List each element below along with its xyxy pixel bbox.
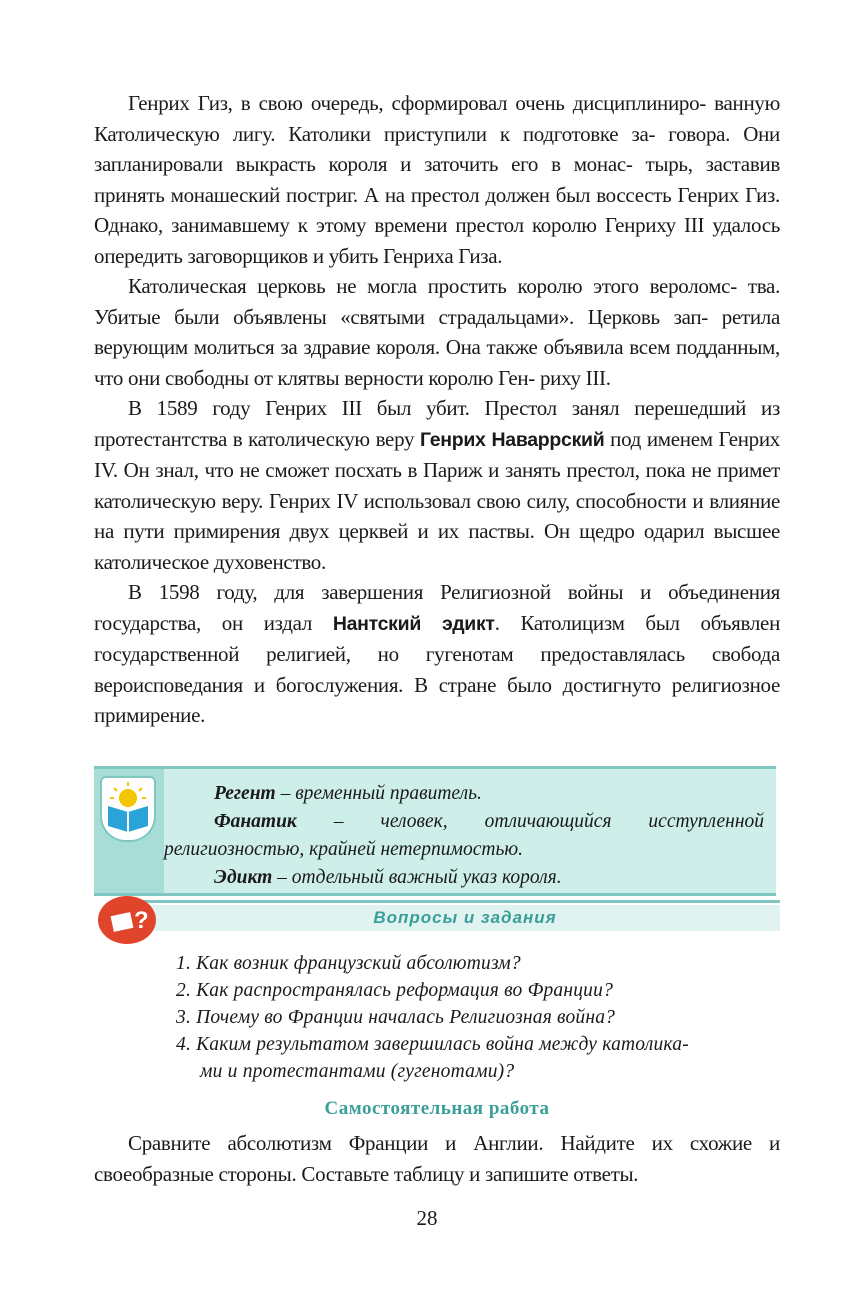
- paragraph-3-text-start: В 1589 году Генрих III был убит. Престол занял перешедший из протестантства в католическую веру: [94, 396, 780, 451]
- question-item: 4. Каким результатом завершилась война между католика-: [176, 1034, 689, 1055]
- paragraph-1: [94, 88, 780, 271]
- paragraph-4: [94, 577, 780, 731]
- paragraph-2: [94, 271, 780, 393]
- paragraph-1-line: был воссесть Генрих Гиз. Однако, занимавшему к этому времени: [94, 182, 780, 237]
- paragraph-4-text-start: В 1598 году, для завершения Религиозной войны и объединения государства, он издал: [94, 580, 780, 635]
- glossary-definition: – временный правитель.: [275, 783, 482, 804]
- glossary-entry-edict: [164, 864, 764, 892]
- question-item: 1. Как возник французский абсолютизм?: [176, 953, 521, 974]
- main-text: [94, 88, 780, 731]
- glossary-term: Эдикт: [214, 867, 273, 888]
- question-item: 2. Как распространялась реформация во Франции?: [176, 980, 614, 1001]
- glossary-term: Фанатик: [214, 811, 297, 832]
- glossary-term: Регент: [214, 783, 276, 804]
- paragraph-2-line: Католическая церковь не могла простить королю этого вероломс-: [128, 274, 737, 298]
- self-work-title: Самостоятельная работа: [324, 1098, 550, 1119]
- questions-list: [176, 950, 780, 1085]
- book-icon: [100, 776, 156, 842]
- paragraph-2-line: риху III.: [539, 365, 611, 390]
- self-work-text: Сравните абсолютизм Франции и Англии. Найдите их схожие и своеобразные стороны. Составьте таблицу и запишите ответы.: [94, 1131, 780, 1186]
- question-icon: [98, 896, 156, 944]
- glossary-entry-fanatic: [164, 808, 764, 864]
- paragraph-1-line: говора. Они запланировали выкрасть короля и заточить его в монас-: [94, 121, 780, 176]
- term-henry-navarre: Генрих Наваррский: [419, 428, 605, 451]
- paragraph-1-line: тырь, заставив принять монашеский постриг. А на престол должен: [94, 152, 780, 207]
- paragraph-2-line: ретила верующим молиться за здравие короля. Она также объявила: [94, 304, 781, 359]
- term-edict-of-nantes: Нантский эдикт: [332, 612, 495, 635]
- paragraph-3-text-end: под именем Генрих IV. Он знал, что не сможет посхать в Париж и занять престол, пока не примет католическую веру. Генрих IV использовал свою силу, способности и влияние на пути примирения двух церквей и их паствы. Он щедро одарил высшее католическое духовенство.: [94, 426, 780, 574]
- questions-title: Вопросы и задания: [373, 908, 557, 927]
- glossary-definition: – человек, отличающийся исступленной религиозностью, крайней нетерпимостью.: [164, 811, 764, 860]
- paragraph-1-line: престол королю Генриху III удалось опередить заговорщиков и убить: [94, 213, 781, 268]
- questions-divider: [130, 900, 780, 903]
- paragraph-3: [94, 393, 780, 577]
- paragraph-1-line: Генриха Гиза.: [383, 243, 503, 268]
- question-item-continuation: ми и протестантами (гугенотами)?: [200, 1061, 515, 1082]
- paragraph-1-line: ванную Католическую лигу. Католики приступили к подготовке за-: [94, 91, 780, 146]
- self-work-text-block: [94, 1128, 780, 1189]
- page-number: 28: [416, 1206, 438, 1230]
- glossary-text: [164, 780, 764, 892]
- paragraph-4-text-end: . Католицизм был объявлен государственной религией, но гугенотам предоставлялась свобода вероисповедания и богослужения. В стране было достигнуто религиозное примирение.: [94, 610, 781, 727]
- glossary-definition: – отдельный важный указ короля.: [272, 867, 562, 888]
- paragraph-2-line: тва. Убитые были объявлены «святыми страдальцами». Церковь зап-: [94, 274, 781, 329]
- paragraph-1-line: Генрих Гиз, в свою очередь, сформировал очень дисциплиниро-: [128, 91, 706, 115]
- svg-text:?: ?: [134, 907, 149, 934]
- question-item: 3. Почему во Франции началась Религиозная война?: [176, 1007, 616, 1028]
- glossary-entry-regent: [164, 780, 764, 808]
- paragraph-2-line: всем подданным, что они свободны от клятвы верности королю Ген-: [94, 335, 780, 390]
